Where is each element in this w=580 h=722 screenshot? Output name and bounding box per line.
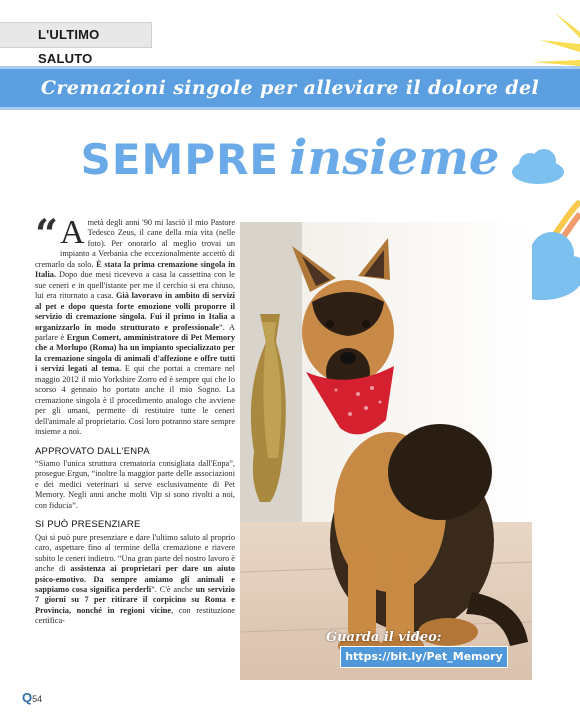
article-p1-run: È stata la prima cremazione singola in Italia. [35, 259, 235, 280]
article-p3-run: assistenza ai proprietari per dare un aiuto psico-emotivo. Da sempre amiamo gli animali e sappiamo cosa significa perderli [35, 564, 235, 594]
open-quote: “ [35, 211, 59, 258]
article-p1-run: ”. A parlare è [35, 322, 235, 342]
article-p1-run: Ergun Comert, amministratore di Pet Memory che a Morlupo (Roma) ha un impianto specializzato per la cremazione singola di animali d'affezione e offre tutti i servizi legati al tema. [35, 332, 236, 374]
magazine-logo: Q [22, 690, 33, 705]
subheading-presenziare: SI PUÒ PRESENZIARE [35, 519, 141, 531]
article-p3-run: ”. C'è anche [151, 584, 196, 594]
section-tag [0, 22, 152, 66]
article-p1-run: metà degli anni '90 mi lasciò il mio Pastore Tedesco Zeus, il cane della mia vita (nelle foto). Per onorarlo al meglio trovai un impianto a Verbania che eccezionalmente accettò di cremarlo da solo. [35, 218, 235, 269]
cloud-decoration-small [508, 146, 568, 188]
headline-word-2: insieme [289, 130, 500, 186]
subheading-approvato: APPROVATO DALL'ENPA [35, 445, 150, 457]
headline [0, 130, 580, 186]
german-shepherd-illustration [240, 222, 532, 680]
article-p3-run: Qui si può pure presenziare e dare l'ultimo saluto al proprio caro, aspettare fino al termine della cremazione e riavere subito le ceneri indietro. “Una gran parte del nostro lavoro è anche di [35, 532, 235, 574]
article-p3-run: un servizio 7 giorni su 7 per ritirare il corpicino su Roma e Provincia, nonché in regioni vicine [35, 584, 235, 615]
article-paragraph-1 [35, 211, 236, 438]
video-label: Guarda il video: [326, 630, 442, 645]
article-paragraph-2: “Siamo l'unica struttura crematoria consigliata dall'Enpa”, prosegue Ergun, “inoltre la maggior parte delle associazioni e dei medici veterinari si serve esclusivamente di Pet Memory. Negli anni anche molti Vip si sono rivolti a noi, con fiducia”. [35, 458, 235, 510]
banner-title: Cremazioni singole per alleviare il dolore del distacco [40, 77, 540, 137]
article-p1-run: Dopo due mesi ricevevo a casa la cassettina con le sue ceneri e in quell'istante per me il cerchio si era chiuso, lui era ritornato a casa. [35, 270, 235, 301]
page-number-value: 54 [32, 694, 43, 704]
title-banner [0, 66, 580, 137]
article-p1-run: Già lavoravo in ambito di servizi al pet e dopo questa forte emozione volli proporre il servizio di cremazione singola. Fui il primo in Italia a organizzarlo in modo strutturato e professionale [35, 291, 235, 332]
video-link[interactable]: https://bit.ly/Pet_Memory [340, 646, 508, 668]
article-paragraph-3 [35, 533, 235, 627]
dropcap-letter: A [60, 214, 85, 251]
page-number [22, 690, 42, 705]
headline-word-1: SEMPRE [80, 135, 280, 184]
article-body [35, 211, 236, 627]
article-p1-run: E qui che portai a cremare nel maggio 2012 il mio Yorkshire Zorro ed è sempre qui che lo scorso 4 gennaio ho portato anche il mio Sogno. La cremazione singola è il procedimento analogo che avviene per gli umani, permette di restituire tutte le ceneri dell'animale al proprietario. Così loro potranno stare sempre insieme a noi. [35, 364, 235, 437]
section-tag-label: L'ULTIMO SALUTO [38, 27, 100, 66]
dog-photo [240, 222, 532, 680]
article-p3-run: , con restituzione certifica- [35, 605, 235, 626]
